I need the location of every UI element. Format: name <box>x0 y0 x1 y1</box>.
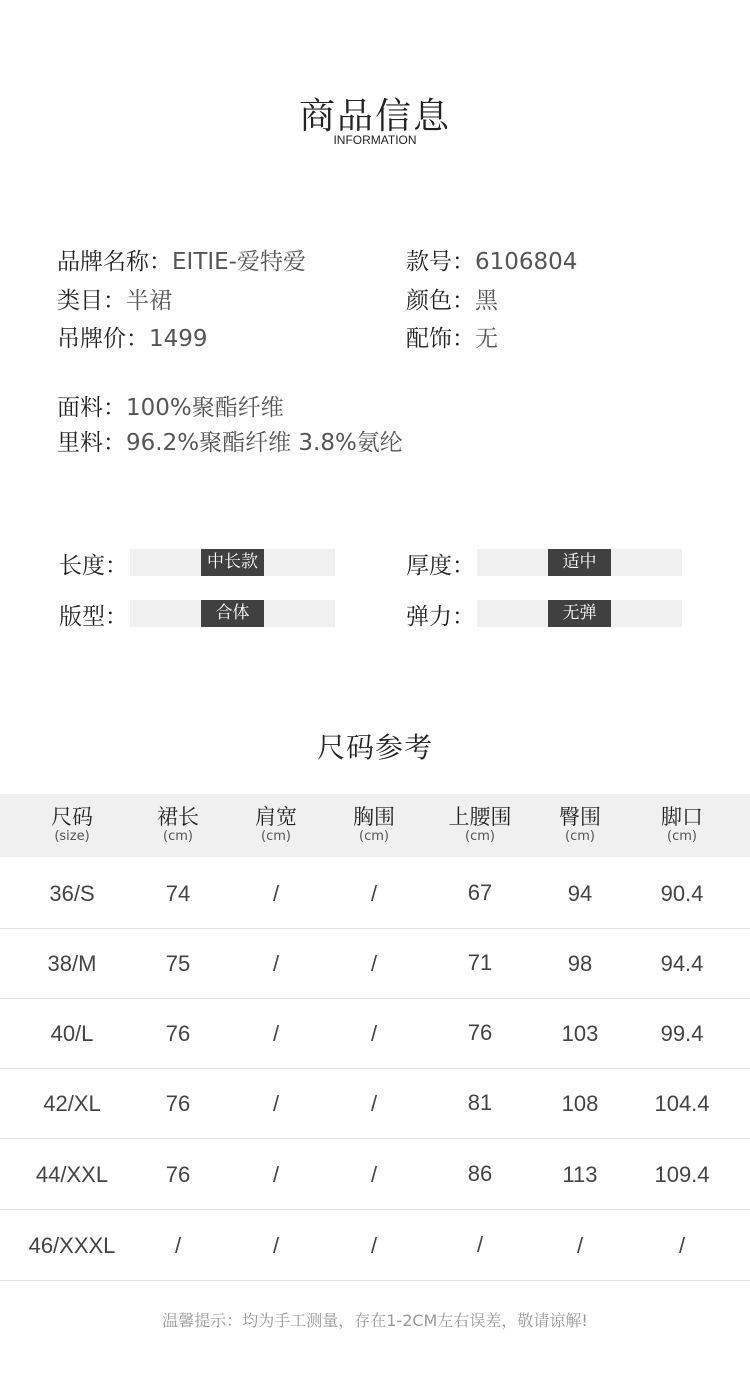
skirt-length-cell: 76 <box>165 1162 191 1187</box>
bust-cell: / <box>370 1091 378 1116</box>
price-value: 1499 <box>149 326 208 352</box>
fabric-info <box>57 389 284 422</box>
skirt-length-cell: 76 <box>165 1021 191 1046</box>
brand-value: EITIE-爱特爱 <box>172 249 306 275</box>
fit-value-chip: 合体 <box>201 600 264 627</box>
table-row <box>0 1139 750 1210</box>
skirt-length-cell: 74 <box>165 881 191 906</box>
shoulder-cell: / <box>272 1021 280 1046</box>
table-row <box>0 858 750 929</box>
length-value-chip: 中长款 <box>201 549 264 576</box>
lining-label: 里料： <box>57 430 126 456</box>
skirt-length-cell: 76 <box>165 1091 191 1116</box>
upper-waist-cell: 86 <box>467 1161 493 1186</box>
thickness-value-chip: 适中 <box>548 549 611 576</box>
hem-cell: 94.4 <box>660 951 704 976</box>
size-chart-title: 尺码参考 <box>316 731 433 764</box>
skirt-length-cell: 75 <box>165 951 191 976</box>
hip-cell: 94 <box>567 881 593 906</box>
shoulder-cell: / <box>272 881 280 906</box>
header-size: 尺码 (size) <box>51 805 93 844</box>
header-hem: 脚口 (cm) <box>661 805 703 844</box>
elasticity-label: 弹力： <box>406 604 475 630</box>
size-cell: 38/M <box>47 951 97 976</box>
category-value: 半裙 <box>126 288 172 314</box>
hip-cell: 98 <box>567 951 593 976</box>
size-cell: 46/XXXL <box>28 1233 116 1258</box>
hem-cell: 90.4 <box>660 881 704 906</box>
hem-cell: / <box>678 1233 686 1258</box>
price-info <box>57 320 208 353</box>
upper-waist-cell: / <box>476 1232 484 1257</box>
category-info <box>57 282 172 315</box>
shoulder-cell: / <box>272 1091 280 1116</box>
bust-cell: / <box>370 1162 378 1187</box>
bust-cell: / <box>370 1021 378 1046</box>
hip-cell: 113 <box>562 1162 598 1187</box>
length-label: 长度： <box>59 553 128 579</box>
upper-waist-cell: 67 <box>467 880 493 905</box>
hem-cell: 99.4 <box>660 1021 704 1046</box>
table-row <box>0 1068 750 1139</box>
size-cell: 40/L <box>50 1021 94 1046</box>
size-cell: 42/XL <box>43 1091 101 1116</box>
thickness-label: 厚度： <box>406 553 475 579</box>
header-shoulder: 肩宽 (cm) <box>255 805 297 844</box>
hem-cell: 109.4 <box>654 1162 710 1187</box>
fabric-label: 面料： <box>57 395 126 421</box>
fit-scale <box>130 600 335 627</box>
bust-cell: / <box>370 881 378 906</box>
upper-waist-cell: 81 <box>467 1090 493 1115</box>
elasticity-scale <box>477 600 682 627</box>
price-label: 吊牌价： <box>57 326 149 352</box>
page-title: 商品信息 <box>298 96 451 137</box>
measurement-note: 温馨提示：均为手工测量，存在1-2CM左右误差，敬请谅解! <box>162 1311 588 1330</box>
header-hip: 臀围 (cm) <box>559 805 601 844</box>
size-cell: 44/XXL <box>35 1162 109 1187</box>
color-info <box>406 282 498 315</box>
page-subtitle: INFORMATION <box>333 133 417 147</box>
style-no-label: 款号： <box>406 249 475 275</box>
length-scale <box>130 549 335 576</box>
brand-info <box>57 243 306 276</box>
bust-cell: / <box>370 951 378 976</box>
table-row <box>0 928 750 999</box>
bust-cell: / <box>370 1233 378 1258</box>
accessory-value: 无 <box>475 326 498 352</box>
header-skirt-length: 裙长 (cm) <box>157 805 199 844</box>
upper-waist-cell: 71 <box>467 950 493 975</box>
elasticity-value-chip: 无弹 <box>548 600 611 627</box>
header-bust: 胸围 (cm) <box>353 805 395 844</box>
header-upper-waist: 上腰围 (cm) <box>448 805 512 844</box>
fit-label: 版型： <box>59 604 128 630</box>
size-cell: 36/S <box>49 881 95 906</box>
color-label: 颜色： <box>406 288 475 314</box>
fabric-value: 100%聚酯纤维 <box>126 395 284 421</box>
upper-waist-cell: 76 <box>467 1020 493 1045</box>
table-row <box>0 1210 750 1281</box>
lining-value: 96.2%聚酯纤维 3.8%氨纶 <box>126 430 403 456</box>
table-row <box>0 998 750 1069</box>
shoulder-cell: / <box>272 1162 280 1187</box>
thickness-scale <box>477 549 682 576</box>
size-table-header <box>0 794 750 857</box>
style-no-value: 6106804 <box>475 249 578 275</box>
hem-cell: 104.4 <box>654 1091 710 1116</box>
color-value: 黑 <box>475 288 498 314</box>
brand-label: 品牌名称： <box>57 249 172 275</box>
shoulder-cell: / <box>272 951 280 976</box>
hip-cell: / <box>576 1233 584 1258</box>
lining-info <box>57 424 403 457</box>
style-no-info <box>406 243 577 276</box>
accessory-info <box>406 320 498 353</box>
skirt-length-cell: / <box>174 1233 182 1258</box>
hip-cell: 103 <box>561 1021 599 1046</box>
hip-cell: 108 <box>561 1091 599 1116</box>
shoulder-cell: / <box>272 1233 280 1258</box>
accessory-label: 配饰： <box>406 326 475 352</box>
category-label: 类目： <box>57 288 126 314</box>
